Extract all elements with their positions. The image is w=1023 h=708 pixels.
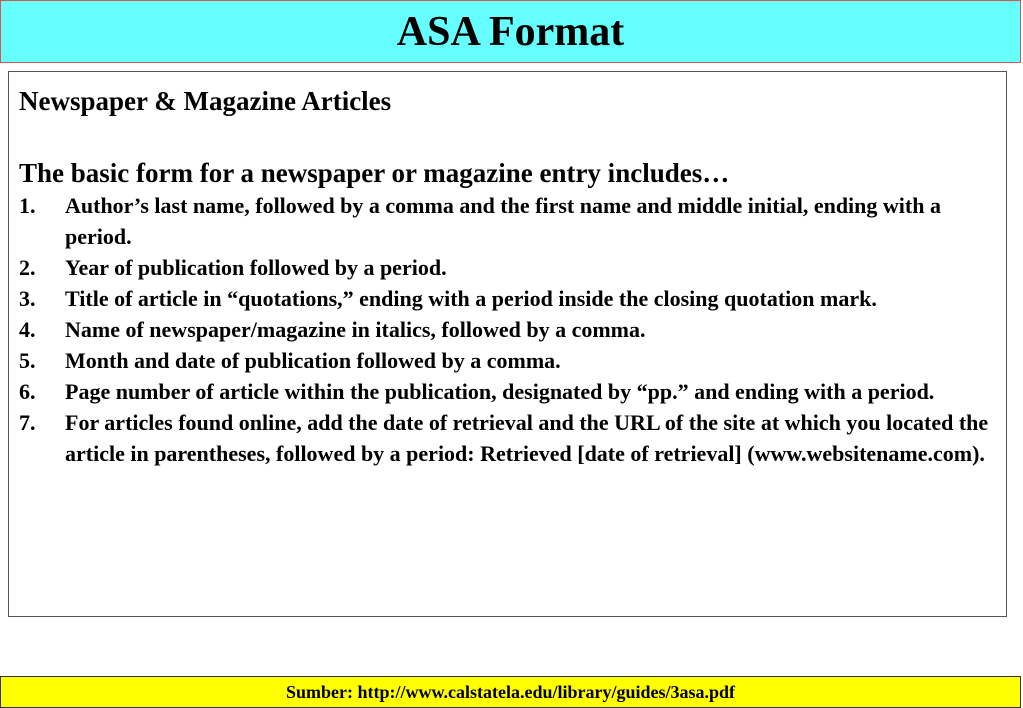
list-number: 4. [19,317,36,342]
list-text: Month and date of publication followed by a comma. [65,348,561,373]
list-item [19,314,996,345]
list-item [19,376,996,407]
list-item [19,283,996,314]
source-footer [0,676,1021,708]
list-number: 3. [19,286,36,311]
list-text: Name of newspaper/magazine in italics, followed by a comma. [65,317,646,342]
list-item [19,345,996,376]
content-box [8,71,1007,617]
list-item [19,407,996,469]
list-number: 5. [19,348,36,373]
list-text: Title of article in “quotations,” ending with a period inside the closing quotation mark. [65,286,877,311]
source-citation: Sumber: http://www.calstatela.edu/library/guides/3asa.pdf [285,681,736,702]
title-bar [0,0,1021,63]
section-heading: Newspaper & Magazine Articles [19,86,392,116]
slide-title: ASA Format [396,8,625,55]
list-text: Author’s last name, followed by a comma and the first name and middle initial, ending with a period. [65,193,941,249]
list-number: 7. [19,410,36,435]
list-text: Page number of article within the publication, designated by “pp.” and ending with a period. [65,379,935,404]
format-list [19,190,996,469]
intro-text: The basic form for a newspaper or magazine entry includes… [19,158,730,188]
list-number: 1. [19,193,36,218]
list-text: Year of publication followed by a period. [65,255,447,280]
list-item [19,252,996,283]
list-number: 2. [19,255,36,280]
list-number: 6. [19,379,36,404]
list-text: For articles found online, add the date of retrieval and the URL of the site at which you located the article in parentheses, followed by a period: Retrieved [date of retrieval] (www.websitename.com). [65,410,989,466]
list-item [19,190,996,252]
